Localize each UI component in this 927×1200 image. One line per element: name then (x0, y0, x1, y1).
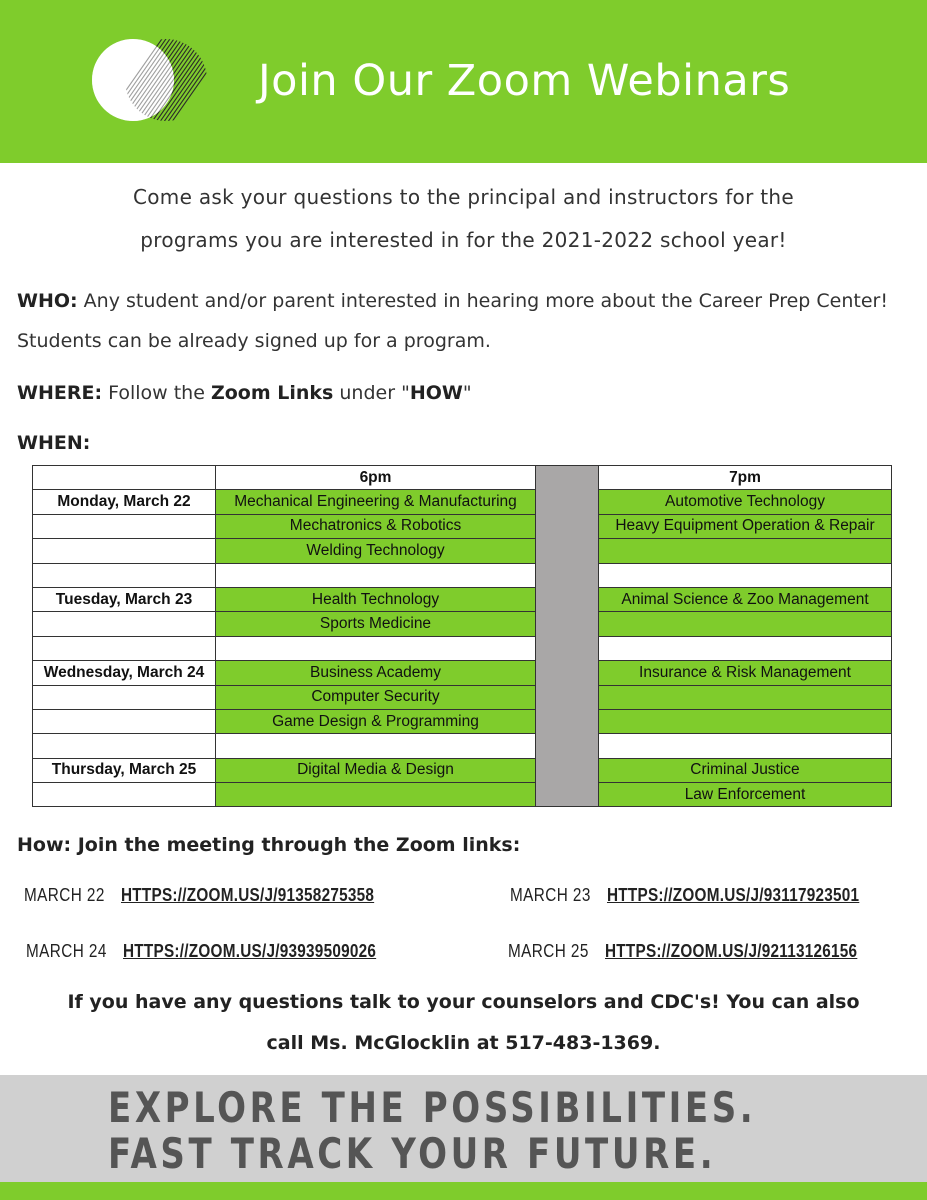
column-header-7pm: 7pm (599, 466, 892, 490)
session-6pm-cell (216, 783, 536, 807)
link-row-march-25 (508, 941, 858, 962)
who-text: Any student and/or parent interested in hearing more about the Career Prep Center! Students can be already signed up for a program. (17, 290, 888, 352)
session-6pm-cell (216, 563, 536, 587)
session-7pm-cell (599, 612, 892, 636)
session-7pm-cell (599, 636, 892, 660)
link-date: MARCH 23 (510, 885, 591, 905)
column-header-6pm: 6pm (216, 466, 536, 490)
session-7pm-cell: Law Enforcement (599, 783, 892, 807)
intro-line-2: programs you are interested in for the 2021-2022 school year! (140, 228, 787, 252)
schedule-row (33, 539, 892, 563)
when-section (17, 423, 912, 463)
link-row-march-23 (510, 885, 860, 906)
zoom-link-march-24[interactable]: HTTPS://ZOOM.US/J/93939509026 (123, 941, 377, 961)
schedule-table (32, 465, 892, 807)
day-cell (33, 709, 216, 733)
how-ref: HOW (409, 382, 463, 404)
schedule-row (33, 709, 892, 733)
day-cell (33, 685, 216, 709)
link-date: MARCH 25 (508, 941, 589, 961)
session-7pm-cell: Insurance & Risk Management (599, 661, 892, 685)
session-6pm-cell: Sports Medicine (216, 612, 536, 636)
schedule-row (33, 587, 892, 611)
session-7pm-cell (599, 539, 892, 563)
session-7pm-cell: Criminal Justice (599, 758, 892, 782)
schedule-row (33, 563, 892, 587)
schedule-row (33, 685, 892, 709)
when-label: WHEN: (17, 432, 91, 454)
schedule-row (33, 490, 892, 514)
schedule-row (33, 734, 892, 758)
session-6pm-cell: Business Academy (216, 661, 536, 685)
session-6pm-cell: Game Design & Programming (216, 709, 536, 733)
day-cell: Wednesday, March 24 (33, 661, 216, 685)
session-6pm-cell: Health Technology (216, 587, 536, 611)
link-row-march-22 (24, 885, 375, 906)
closing-line-1: If you have any questions talk to your counselors and CDC's! You can also (67, 991, 860, 1013)
day-cell (33, 734, 216, 758)
link-date: MARCH 24 (26, 941, 107, 961)
link-date: MARCH 22 (24, 885, 105, 905)
schedule-row (33, 783, 892, 807)
session-7pm-cell (599, 685, 892, 709)
header-empty-cell (33, 466, 216, 490)
footer-slogan-line-2: FAST TRACK YOUR FUTURE. (108, 1129, 717, 1178)
who-label: WHO: (17, 290, 78, 312)
session-7pm-cell: Automotive Technology (599, 490, 892, 514)
zoom-link-march-23[interactable]: HTTPS://ZOOM.US/J/93117923501 (607, 885, 860, 905)
page-title: Join Our Zoom Webinars (258, 56, 791, 106)
closing-text (0, 982, 927, 1064)
session-7pm-cell (599, 734, 892, 758)
schedule-row (33, 661, 892, 685)
schedule-row (33, 758, 892, 782)
zoom-link-march-25[interactable]: HTTPS://ZOOM.US/J/92113126156 (605, 941, 858, 961)
session-7pm-cell (599, 563, 892, 587)
zoom-links-ref: Zoom Links (210, 382, 334, 404)
header-banner (0, 0, 927, 163)
day-cell: Tuesday, March 23 (33, 587, 216, 611)
where-label: WHERE: (17, 382, 103, 404)
intro-text (0, 176, 927, 262)
schedule-row (33, 514, 892, 538)
closing-line-2: call Ms. McGlocklin at 517-483-1369. (266, 1032, 661, 1054)
day-cell (33, 636, 216, 660)
where-section (17, 373, 912, 413)
schedule-body (33, 466, 892, 807)
zoom-link-march-22[interactable]: HTTPS://ZOOM.US/J/91358275358 (121, 885, 375, 905)
session-6pm-cell: Mechatronics & Robotics (216, 514, 536, 538)
where-text: Follow the (102, 382, 211, 404)
how-heading: How: Join the meeting through the Zoom links: (17, 834, 521, 856)
day-cell (33, 514, 216, 538)
footer-slogan-line-1: EXPLORE THE POSSIBILITIES. (108, 1083, 757, 1132)
session-6pm-cell (216, 636, 536, 660)
footer-banner (0, 1075, 927, 1182)
schedule-row (33, 612, 892, 636)
who-section (17, 281, 912, 361)
session-6pm-cell (216, 734, 536, 758)
session-7pm-cell: Heavy Equipment Operation & Repair (599, 514, 892, 538)
bottom-accent-bar (0, 1182, 927, 1200)
where-text: under " (333, 382, 410, 404)
schedule-header-row (33, 466, 892, 490)
session-7pm-cell: Animal Science & Zoo Management (599, 587, 892, 611)
day-cell (33, 539, 216, 563)
day-cell (33, 612, 216, 636)
session-6pm-cell: Welding Technology (216, 539, 536, 563)
overlapping-circles-icon (92, 36, 212, 124)
intro-line-1: Come ask your questions to the principal and instructors for the (133, 185, 794, 209)
session-6pm-cell: Computer Security (216, 685, 536, 709)
session-7pm-cell (599, 709, 892, 733)
day-cell (33, 783, 216, 807)
day-cell (33, 563, 216, 587)
day-cell: Monday, March 22 (33, 490, 216, 514)
session-6pm-cell: Mechanical Engineering & Manufacturing (216, 490, 536, 514)
where-text: " (462, 382, 472, 404)
session-6pm-cell: Digital Media & Design (216, 758, 536, 782)
schedule-row (33, 636, 892, 660)
day-cell: Thursday, March 25 (33, 758, 216, 782)
gap-column (536, 466, 599, 807)
link-row-march-24 (26, 941, 377, 962)
